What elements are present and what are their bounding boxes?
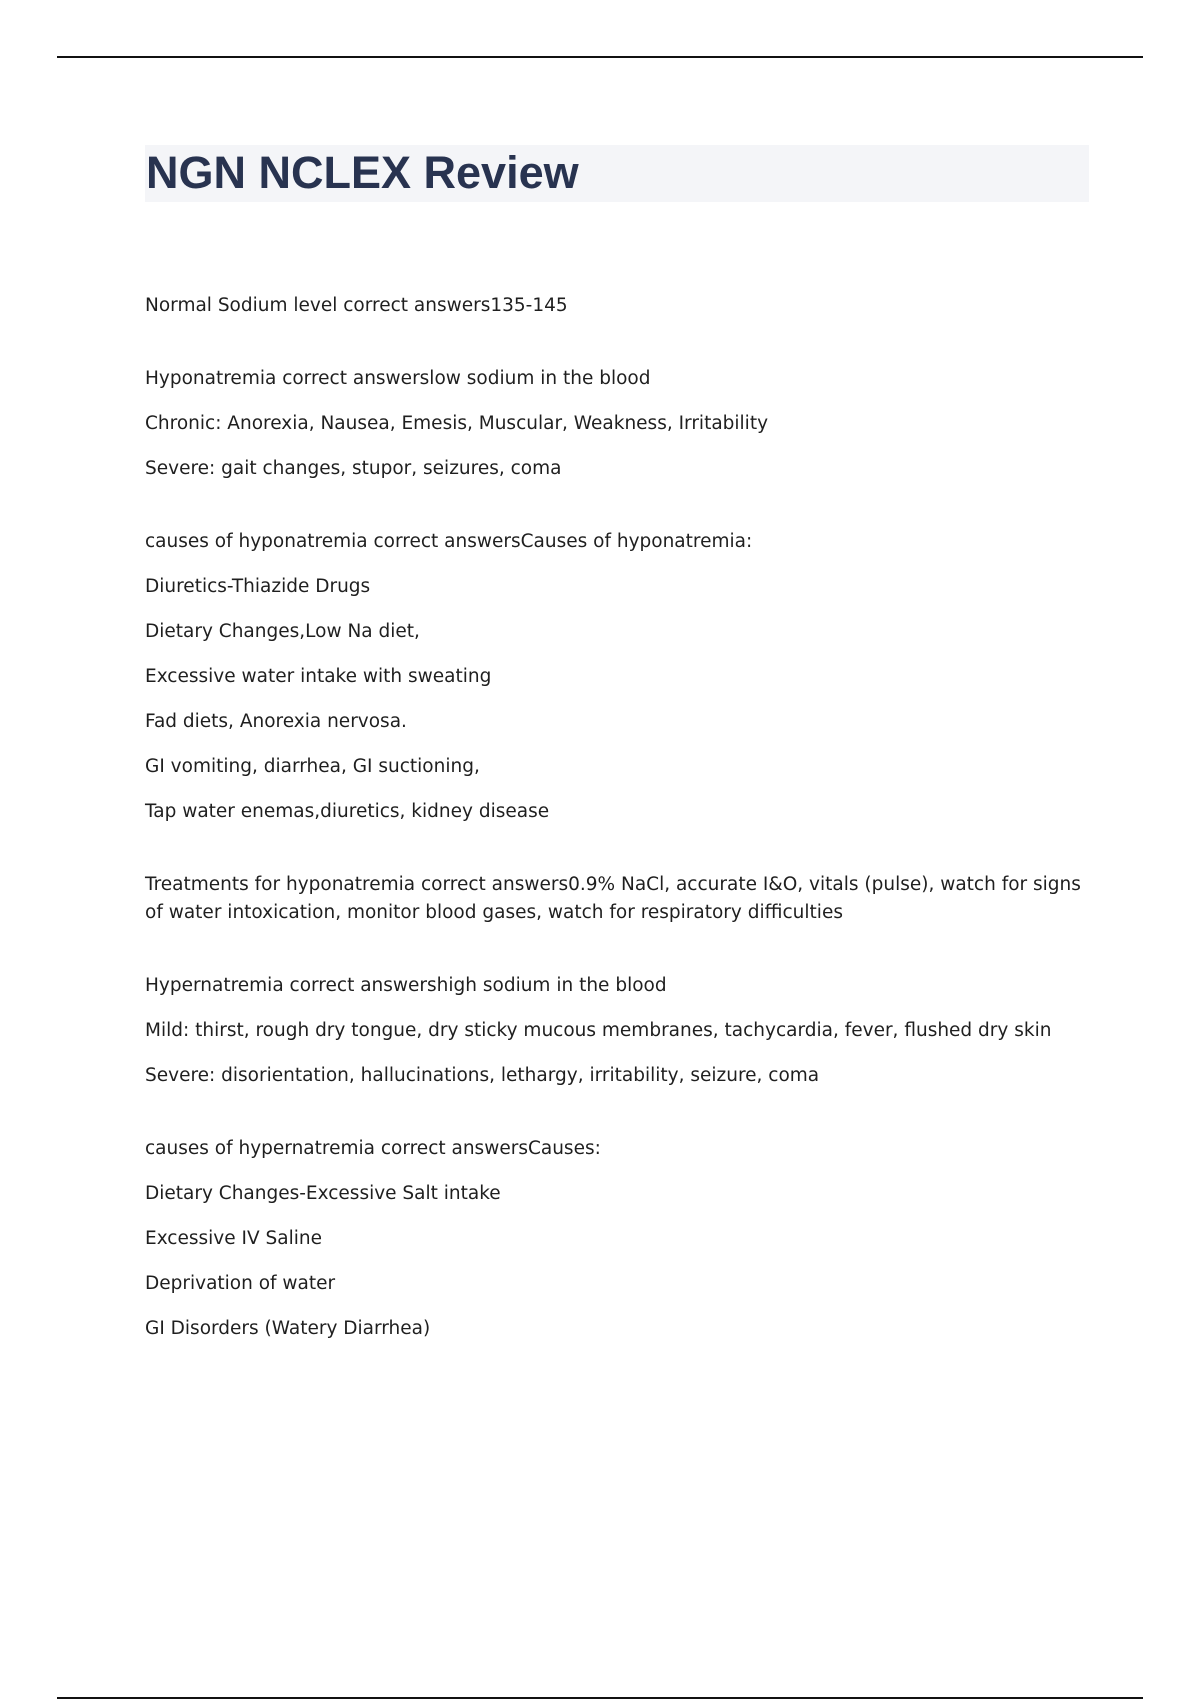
entry-line: causes of hyponatremia correct answersCauses of hyponatremia:	[145, 531, 753, 552]
qa-entry-treatments-hyponatremia	[145, 871, 1085, 927]
entry-line: Excessive IV Saline	[145, 1228, 322, 1249]
entry-line: Excessive water intake with sweating	[145, 666, 492, 687]
entry-line: Tap water enemas,diuretics, kidney disease	[145, 801, 550, 822]
entry-line: Fad diets, Anorexia nervosa.	[145, 711, 407, 732]
entry-line: causes of hypernatremia correct answersCauses:	[145, 1138, 601, 1159]
entry-line: GI vomiting, diarrhea, GI suctioning,	[145, 756, 480, 777]
entry-line: Diuretics-Thiazide Drugs	[145, 576, 371, 597]
entry-line: Mild: thirst, rough dry tongue, dry sticky mucous membranes, tachycardia, fever, flushed dry skin	[145, 1020, 1052, 1041]
entry-line: Hyponatremia correct answerslow sodium in the blood	[145, 368, 651, 389]
header-rule	[57, 56, 1143, 58]
entry-line: Hypernatremia correct answershigh sodium in the blood	[145, 975, 667, 996]
document-body	[145, 292, 1085, 1388]
qa-entry-hyponatremia	[145, 365, 1085, 483]
entry-line: Dietary Changes-Excessive Salt intake	[145, 1183, 501, 1204]
qa-entry-hypernatremia	[145, 972, 1085, 1090]
entry-line: GI Disorders (Watery Diarrhea)	[145, 1318, 431, 1339]
entry-line: Chronic: Anorexia, Nausea, Emesis, Muscular, Weakness, Irritability	[145, 413, 769, 434]
entry-line: Treatments for hyponatremia correct answers0.9% NaCl, accurate I&O, vitals (pulse), watch for signs of water intoxication, monitor blood gases, watch for respiratory difficulties	[145, 874, 1081, 923]
footer-rule	[57, 1697, 1143, 1699]
entry-line: Dietary Changes,Low Na diet,	[145, 621, 420, 642]
qa-entry-normal-sodium	[145, 292, 1085, 320]
qa-entry-causes-hyponatremia	[145, 528, 1085, 826]
document-title: NGN NCLEX Review	[146, 147, 579, 198]
entry-line: Normal Sodium level correct answers135-145	[145, 295, 568, 316]
entry-line: Severe: disorientation, hallucinations, lethargy, irritability, seizure, coma	[145, 1065, 820, 1086]
entry-line: Deprivation of water	[145, 1273, 336, 1294]
entry-line: Severe: gait changes, stupor, seizures, coma	[145, 458, 562, 479]
qa-entry-causes-hypernatremia	[145, 1135, 1085, 1343]
